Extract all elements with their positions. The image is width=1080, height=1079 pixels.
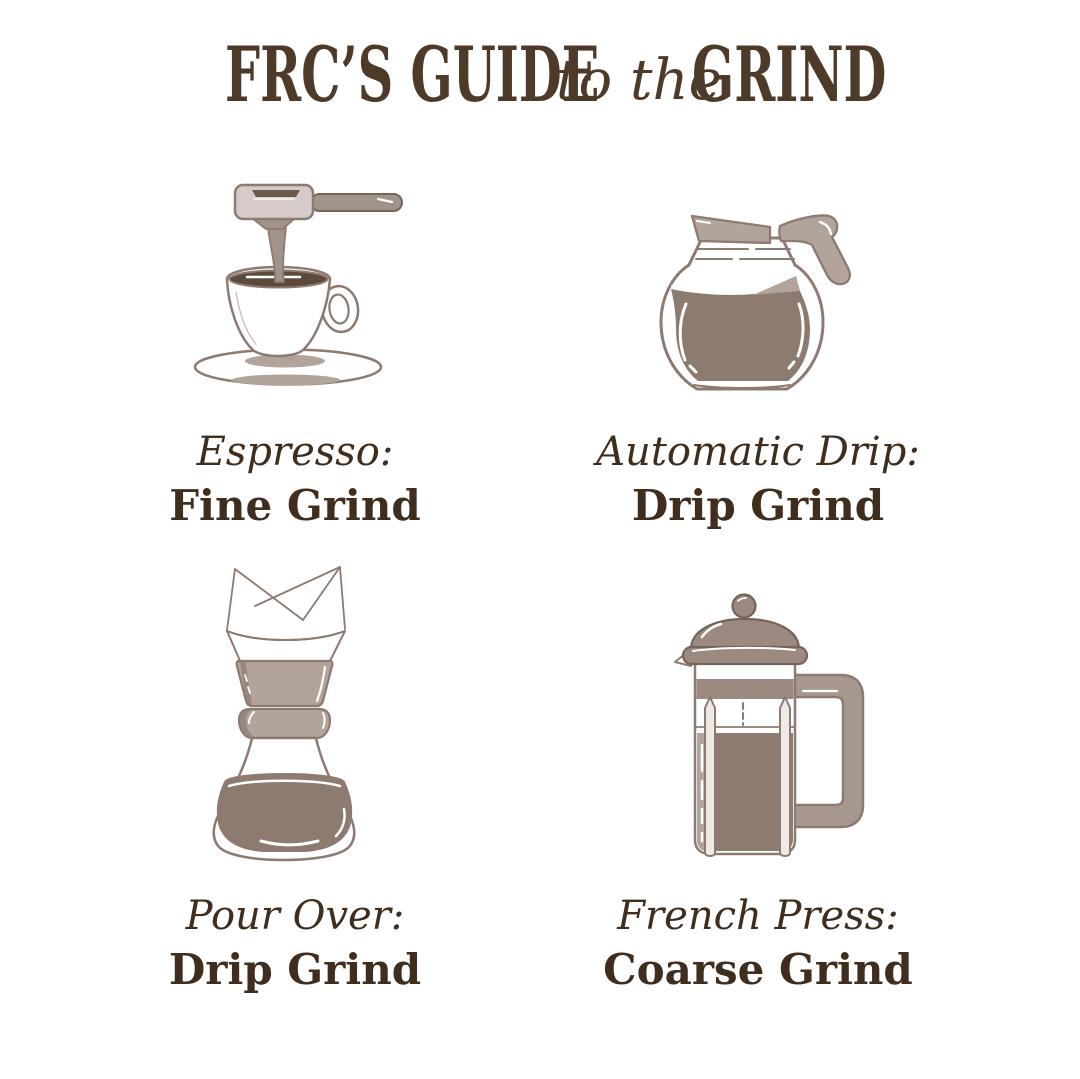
title-script: to the [556, 48, 722, 113]
caption-pour-over [65, 892, 525, 996]
grind-label: Fine Grind [169, 481, 421, 530]
espresso-portafilter-and-cup-icon [190, 172, 405, 390]
caption-automatic-drip [528, 428, 988, 532]
espresso-cup [227, 267, 361, 356]
grind-label: Drip Grind [168, 945, 422, 994]
method-label: Automatic Drip: [596, 429, 920, 475]
caption-french-press [528, 892, 988, 996]
method-label: French Press: [617, 893, 899, 939]
chemex-pour-over-icon [203, 557, 398, 862]
title-part-2: GRIND [692, 30, 887, 119]
paper-filter [227, 567, 345, 630]
method-label: Espresso: [196, 429, 394, 475]
french-press-icon [645, 575, 895, 865]
fp-handle [793, 675, 863, 827]
wood-collar [237, 661, 333, 738]
carafe-lid [692, 216, 770, 243]
method-label: Pour Over: [185, 893, 405, 939]
grind-label: Coarse Grind [603, 945, 913, 994]
fp-lid [675, 595, 807, 667]
coffee-carafe-icon [652, 208, 867, 396]
grind-label: Drip Grind [631, 481, 885, 530]
title-part-1: FRC’S GUIDE [225, 30, 600, 119]
flask [214, 738, 355, 860]
caption-espresso [65, 428, 525, 532]
glass-funnel [227, 631, 345, 663]
